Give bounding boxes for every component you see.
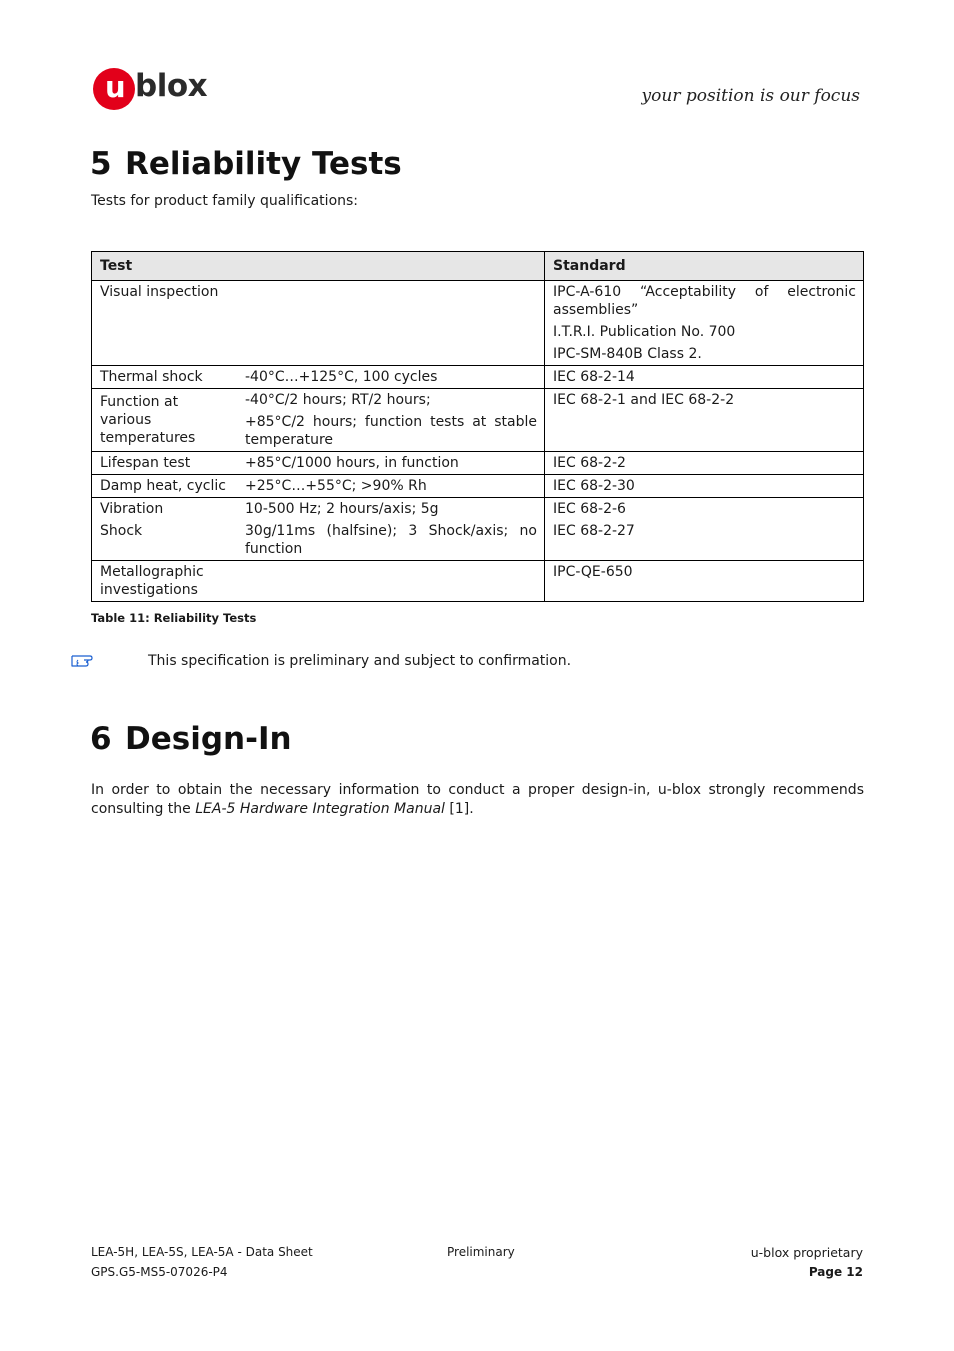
table-row — [92, 366, 864, 389]
footer-proprietary: u-blox proprietary — [750, 1245, 863, 1260]
section-number: 6 — [90, 721, 112, 757]
standard-line: IPC-A-610 “Acceptability of electronic assemblies” — [553, 284, 856, 318]
standard-cell: IEC 68-2-2 — [545, 452, 864, 475]
condition-line: 30g/11ms (halfsine); 3 Shock/axis; no function — [245, 523, 537, 557]
section-5-intro: Tests for product family qualifications: — [91, 193, 359, 209]
test-line: Vibration — [100, 501, 164, 517]
condition-cell — [237, 389, 545, 452]
logo-text: blox — [135, 68, 208, 104]
table-caption: Table 11: Reliability Tests — [91, 611, 257, 625]
condition-line: 10-500 Hz; 2 hours/axis; 5g — [245, 501, 439, 517]
table-row — [92, 281, 864, 366]
paragraph-text: In order to obtain the necessary information to conduct a proper design-in, u-blox strongly recommends consulting the — [91, 782, 864, 817]
test-cell: Lifespan test — [92, 452, 238, 475]
logo-u: u — [105, 70, 126, 104]
condition-cell — [237, 498, 545, 561]
test-cell — [92, 498, 238, 561]
section-5-heading — [90, 146, 402, 182]
table-row — [92, 498, 864, 561]
standard-cell: IEC 68-2-14 — [545, 366, 864, 389]
standard-line: IPC-SM-840B Class 2. — [553, 346, 702, 362]
test-cell — [92, 561, 545, 602]
paragraph-text-end: [1]. — [444, 801, 474, 817]
test-cell: Visual inspection — [92, 281, 545, 366]
footer-page-number: Page 12 — [808, 1265, 863, 1279]
manual-reference: LEA-5 Hardware Integration Manual — [195, 801, 445, 817]
table-row — [92, 475, 864, 498]
reliability-tests-table — [91, 251, 864, 602]
section-6-paragraph — [91, 781, 864, 819]
header-test: Test — [92, 252, 545, 281]
table-row — [92, 389, 864, 452]
test-text: Metallographic investigations — [100, 564, 204, 598]
section-title: Reliability Tests — [125, 146, 402, 182]
standard-line: I.T.R.I. Publication No. 700 — [553, 324, 736, 340]
section-6-heading — [90, 721, 292, 757]
pointing-hand-icon — [70, 650, 102, 670]
condition-cell: +85°C/1000 hours, in function — [237, 452, 545, 475]
footer-status: Preliminary — [447, 1245, 515, 1259]
note-text: This specification is preliminary and subject to confirmation. — [148, 653, 572, 669]
standard-line: IEC 68-2-6 — [553, 501, 626, 517]
footer-doc-title: LEA-5H, LEA-5S, LEA-5A - Data Sheet — [91, 1245, 313, 1259]
table-row — [92, 561, 864, 602]
section-number: 5 — [90, 146, 112, 182]
header-standard: Standard — [545, 252, 864, 281]
standard-line: IEC 68-2-27 — [553, 523, 635, 539]
tagline: your position is our focus — [641, 86, 860, 106]
section-title: Design-In — [125, 721, 292, 757]
test-cell: Function at various temperatures — [92, 389, 238, 452]
ublox-logo — [91, 66, 216, 116]
condition-line: -40°C/2 hours; RT/2 hours; — [245, 392, 431, 408]
condition-cell: +25°C…+55°C; >90% Rh — [237, 475, 545, 498]
test-cell: Damp heat, cyclic — [92, 475, 238, 498]
standard-cell: IPC-QE-650 — [545, 561, 864, 602]
table-header-row — [92, 252, 864, 281]
standard-cell — [545, 281, 864, 366]
condition-line: +85°C/2 hours; function tests at stable temperature — [245, 414, 537, 448]
table-row — [92, 452, 864, 475]
test-line: Shock — [100, 523, 143, 539]
condition-cell: -40°C…+125°C, 100 cycles — [237, 366, 545, 389]
standard-cell — [545, 498, 864, 561]
standard-cell: IEC 68-2-30 — [545, 475, 864, 498]
standard-cell: IEC 68-2-1 and IEC 68-2-2 — [545, 389, 864, 452]
footer-doc-id: GPS.G5-MS5-07026-P4 — [91, 1265, 228, 1279]
test-cell: Thermal shock — [92, 366, 238, 389]
